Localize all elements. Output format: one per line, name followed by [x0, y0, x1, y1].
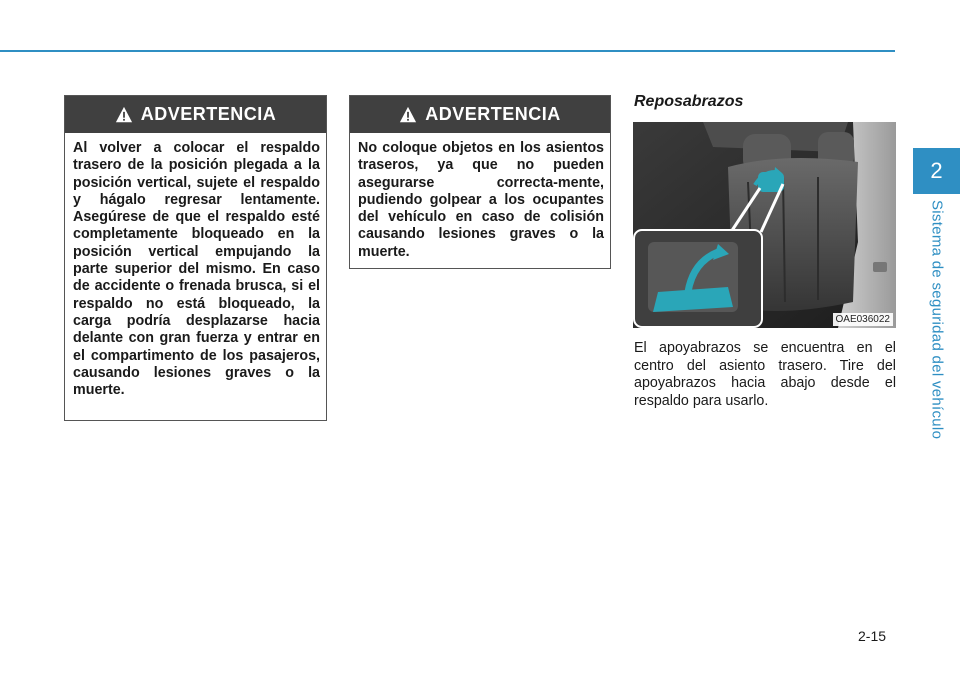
rear-seat-illustration: [633, 122, 896, 328]
warning-text: No coloque objetos en los asientos traseros, ya que no pueden asegurarse correcta-mente, pudiendo golpear a los ocupantes del vehículo en caso de colisión causando lesiones graves o la muerte.: [358, 140, 604, 260]
warning-triangle-icon: [399, 106, 417, 124]
warning-title: ADVERTENCIA: [425, 104, 561, 124]
warning-header: [65, 96, 326, 133]
warning-text: Al volver a colocar el respaldo trasero de la posición plegada a la posición vertical, sujete el respaldo y hágalo regresar lentamente. Asegúrese de que el respaldo esté completamente bloqueado en la posición vertical empujando la parte superior del mismo. En caso de accidente o frenada brusca, si el respaldo no está bloqueado, la carga podría desplazarse hacia delante con gran fuerza y entrar en el compartimento de los pasajeros, causando lesiones graves o la muerte.: [73, 140, 320, 399]
warning-box-rear-seat-objects: [349, 95, 611, 269]
chapter-number: 2: [930, 158, 943, 183]
warning-title: ADVERTENCIA: [140, 104, 277, 124]
warning-box-seatback: [64, 95, 327, 421]
chapter-title: Sistema de seguridad del vehículo: [928, 200, 946, 440]
armrest-figure: [633, 122, 896, 328]
chapter-number-tab: [913, 148, 960, 194]
page-number: 2-15: [858, 628, 887, 644]
warning-header: [350, 96, 610, 133]
section-body: El apoyabrazos se encuentra en el centro del asiento trasero. Tire del apoyabrazos hacia abajo desde el respaldo para usarlo.: [634, 340, 896, 409]
section-title: Reposabrazos: [634, 93, 744, 110]
warning-triangle-icon: [115, 106, 133, 124]
figure-code: OAE036022: [833, 313, 894, 326]
chapter-title-vertical: [922, 200, 952, 440]
header-rule: [0, 50, 895, 52]
